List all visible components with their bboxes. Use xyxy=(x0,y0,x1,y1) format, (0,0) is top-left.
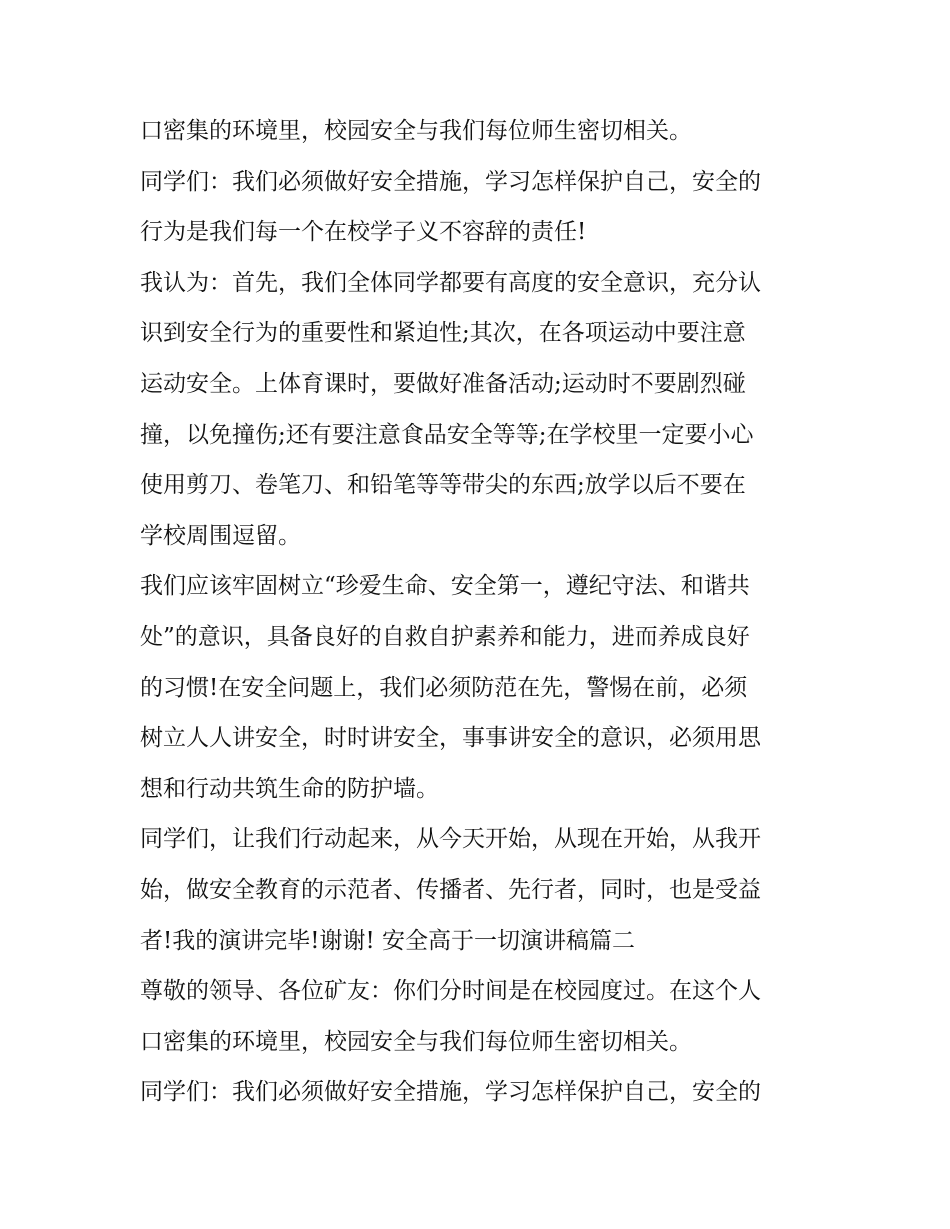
document-body xyxy=(140,106,820,1118)
text-line: 行为是我们每一个在校学子义不容辞的责任! xyxy=(140,219,587,246)
text-line: 口密集的环境里，校园安全与我们每位师生密切相关。 xyxy=(140,118,692,144)
text-line: 运动安全。上体育课时，要做好准备活动;运动时不要剧烈碰 xyxy=(140,370,746,397)
text-line: 使用剪刀、卷笔刀、和铅笔等等带尖的东西;放学以后不要在 xyxy=(140,472,746,499)
text-line: 尊敬的领导、各位矿友：你们分时间是在校园度过。在这个人 xyxy=(140,978,761,1005)
text-line: 识到安全行为的重要性和紧迫性;其次，在各项运动中要注意 xyxy=(140,320,746,347)
text-line: 口密集的环境里，校园安全与我们每位师生密切相关。 xyxy=(140,1028,692,1055)
text-line: 撞，以免撞伤;还有要注意食品安全等等;在学校里一定要小心 xyxy=(140,421,754,448)
text-line: 想和行动共筑生命的防护墙。 xyxy=(140,775,439,802)
text-line: 的习惯!在安全问题上，我们必须防范在先，警惕在前，必须 xyxy=(140,674,748,701)
text-line: 始，做安全教育的示范者、传播者、先行者，同时，也是受益 xyxy=(140,876,761,903)
text-line: 同学们：我们必须做好安全措施，学习怎样保护自己，安全的 xyxy=(140,168,761,195)
text-line: 者!我的演讲完毕!谢谢! 安全高于一切演讲稿篇二 xyxy=(140,927,636,954)
text-line: 学校周围逗留。 xyxy=(140,522,301,549)
text-line: 同学们：我们必须做好安全措施，学习怎样保护自己，安全的 xyxy=(140,1079,761,1106)
text-line: 我们应该牢固树立“珍爱生命、安全第一，遵纪守法、和谐共 xyxy=(140,573,750,600)
text-line: 同学们，让我们行动起来，从今天开始，从现在开始，从我开 xyxy=(140,826,761,853)
text-line: 我认为：首先，我们全体同学都要有高度的安全意识，充分认 xyxy=(140,269,761,296)
text-line: 树立人人讲安全，时时讲安全，事事讲安全的意识，必须用思 xyxy=(140,725,761,752)
text-line: 处”的意识，具备良好的自救自护素养和能力，进而养成良好 xyxy=(140,623,750,650)
